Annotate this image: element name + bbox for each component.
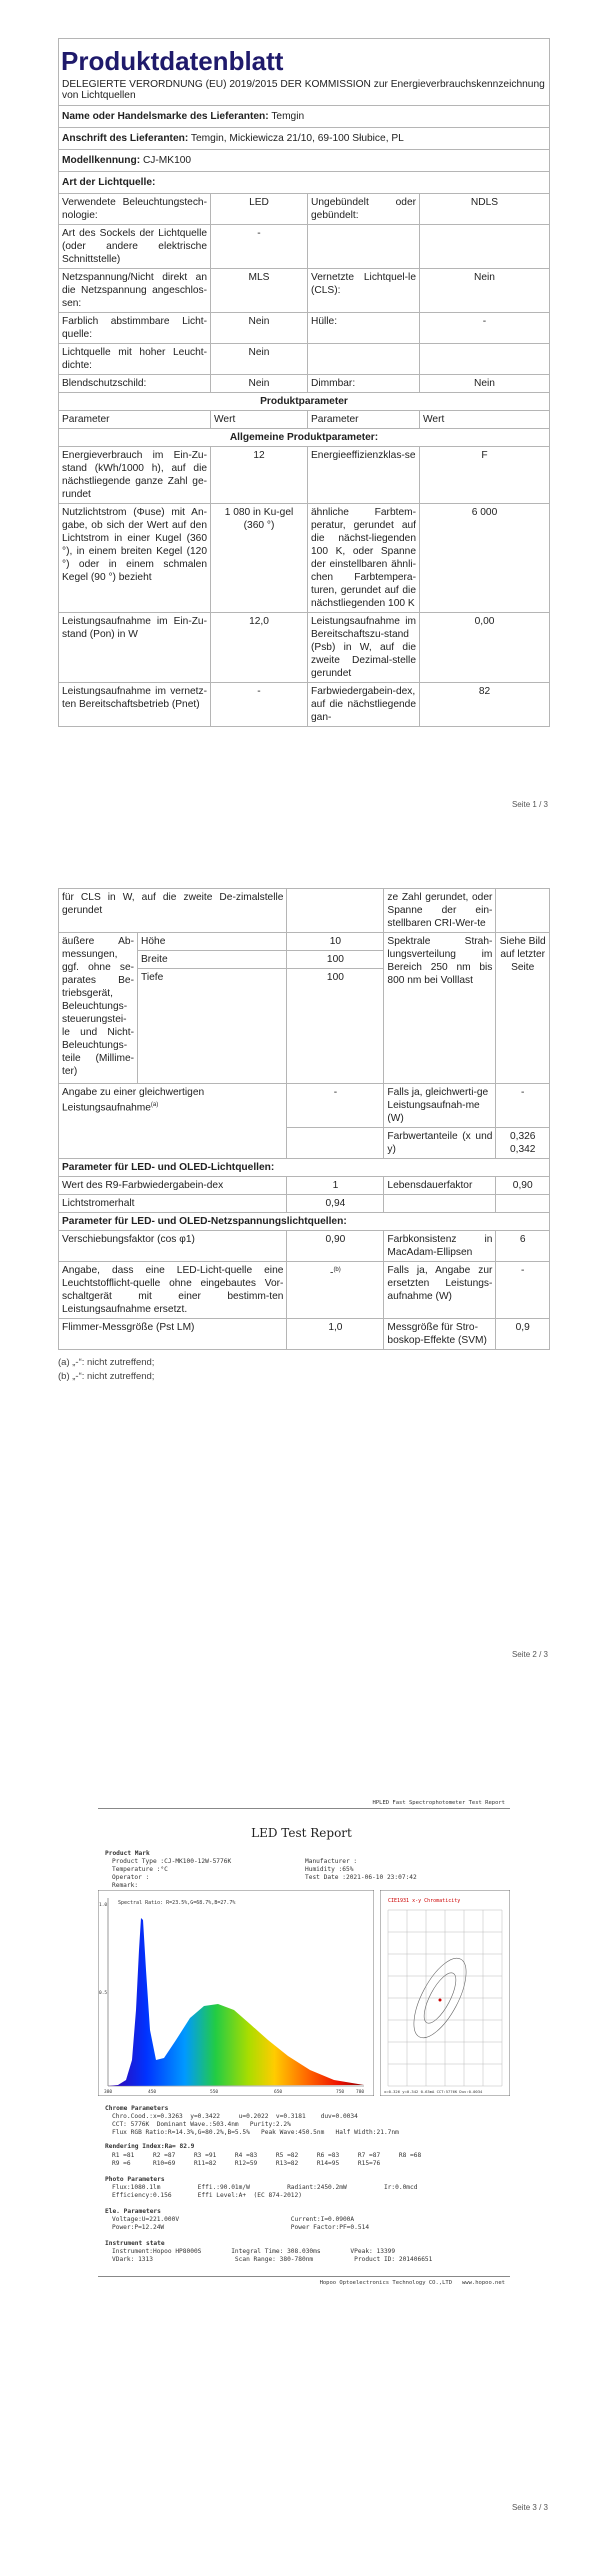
manufacturer: Manufacturer :	[305, 1858, 358, 1865]
footnotes	[58, 1356, 550, 1384]
light-type-label: Blendschutzschild:	[59, 375, 211, 393]
light-type-value-2: NDLS	[420, 194, 550, 225]
general-param-value: -	[211, 683, 308, 727]
instrument-line-1: Instrument:Hopoo HP8000S Integral Time: 308.030ms VPeak: 13399	[112, 2248, 396, 2255]
spectral-x-tick: 450	[148, 2090, 157, 2095]
cie-bottom-label: x=0.326 y=0.342 0.63mA CCT:5776K Duv:0.0034	[384, 2089, 483, 2094]
general-param-label: Leistungsaufnahme im Ein-Zu-stand (Pon) in W	[59, 613, 211, 683]
light-type-value-2: -	[420, 313, 550, 344]
general-param-row	[59, 613, 550, 683]
cie-chart-label: CIE1931 x-y Chromaticity	[388, 1898, 461, 1904]
replacement-value: -$^{(b)}$	[287, 1262, 384, 1319]
type-section-heading: Art der Lichtquelle:	[59, 172, 550, 194]
ele-parameters-heading: Ele. Parameters	[105, 2208, 161, 2215]
light-type-value: MLS	[211, 269, 308, 313]
light-type-label-2: Dimmbar:	[308, 375, 420, 393]
ele-line-2: Power:P=12.24W Power Factor:PF=0.514	[112, 2224, 370, 2231]
general-param-label-2: Farbwiedergabein-dex, auf die nächstliegende gan-	[308, 683, 420, 727]
chromaticity-point	[439, 1999, 442, 2002]
photo-parameters-heading: Photo Parameters	[105, 2176, 165, 2183]
displacement-factor-value: 0,90	[287, 1231, 384, 1262]
replaced-power-value: -	[496, 1262, 550, 1319]
rendering-line-2: R9 =6 R10=69 R11=82 R12=59 R13=82 R14=95 R15=76	[112, 2160, 381, 2167]
light-type-row	[59, 313, 550, 344]
supplier-address: Temgin, Mickiewicza 21/10, 69-100 Słubice, PL	[190, 133, 404, 144]
equivalent-power-w-value: -	[496, 1084, 550, 1128]
light-type-label: Netzspannung/Nicht direkt an die Netzspannung angeschlos-sen:	[59, 269, 211, 313]
general-param-label-2: Energieeffizienzklas-se	[308, 447, 420, 504]
light-type-label: Verwendete Beleuchtungstech-nologie:	[59, 194, 211, 225]
general-param-label-2: Leistungsaufnahme im Bereitschaftszu-stand (Psb) in W, auf die zweite Dezimal-stelle gerundet	[308, 613, 420, 683]
dimensions-label: äußere Ab-messungen, ggf. ohne se-parates Be-triebsgerät, Beleuchtungs-steuerungstei-le und Nicht-Beleuchtungs-teile (Millime-ter)	[59, 933, 138, 1084]
page-number: Seite 1 / 3	[511, 800, 548, 809]
report-footer: Hopoo Optoelectronics Technology CO.,LTD www.hopoo.net	[319, 2280, 505, 2286]
light-type-label-2: Hülle:	[308, 313, 420, 344]
general-param-value-2: 82	[420, 683, 550, 727]
page-number: Seite 3 / 3	[511, 2503, 548, 2512]
instrument-line-2: VDark: 1313 Scan Range: 380-780nm Product ID: 201406651	[112, 2256, 433, 2263]
spectral-x-tick: 780	[356, 2090, 365, 2095]
dim-width-label: Breite	[138, 951, 287, 969]
supplier-name: Temgin	[271, 111, 305, 122]
light-type-value: Nein	[211, 344, 308, 375]
equivalent-power-value: -	[287, 1084, 384, 1128]
parameter-header: Parameter	[59, 411, 211, 429]
displacement-factor-label: Verschiebungsfaktor (cos φ1)	[59, 1231, 287, 1262]
light-type-value: -	[211, 225, 308, 269]
lifetime-factor-value: 0,90	[496, 1177, 550, 1195]
chromaticity-value: 0,326 0,342	[496, 1128, 550, 1159]
spectral-x-tick: 650	[274, 2090, 283, 2095]
footnote-a: (a) „-“: nicht zutreffend;	[58, 1357, 155, 1368]
general-param-label-2: ähnliche Farbtem-peratur, gerundet auf die nächst-liegenden 100 K, oder Spanne der einstellbaren ähnli-chen Farbtempera-turen, gerundet auf die nächstliegenden 100 K	[308, 504, 420, 613]
general-parameter-rows	[59, 447, 550, 727]
light-type-label-2	[308, 344, 420, 375]
light-type-value: Nein	[211, 313, 308, 344]
light-type-label: Farblich abstimmbare Licht-quelle:	[59, 313, 211, 344]
macadam-value: 6	[496, 1231, 550, 1262]
report-header: HPLED Fast Spectrophotometer Test Report	[372, 1800, 505, 1806]
standby-continued-label: für CLS in W, auf die zweite De-zimalstelle gerundet	[59, 889, 287, 933]
produktparameter-heading: Produktparameter	[59, 393, 550, 411]
general-param-value-2: 0,00	[420, 613, 550, 683]
spectral-value: Siehe Bild auf letzter Seite	[496, 933, 550, 1084]
wert-header: Wert	[211, 411, 308, 429]
ele-line-1: Voltage:U=221.000V Current:I=0.0900A	[112, 2216, 355, 2223]
dim-width-value: 100	[287, 951, 384, 969]
flicker-label: Flimmer-Messgröße (Pst LM)	[59, 1319, 287, 1350]
general-param-value: 12	[211, 447, 308, 504]
spectral-y-tick: 1.0	[99, 1903, 108, 1908]
rendering-index-heading: Rendering Index:Ra= 82.9	[105, 2143, 195, 2150]
instrument-state-heading: Instrument state	[105, 2240, 165, 2247]
light-type-row	[59, 375, 550, 393]
light-type-row	[59, 194, 550, 225]
remark: Remark:	[112, 1882, 139, 1889]
r9-value: 1	[287, 1177, 384, 1195]
temperature: Temperature :°C	[112, 1866, 168, 1873]
light-type-value-2: Nein	[420, 375, 550, 393]
supplier-table	[58, 105, 550, 727]
equivalent-power-label: Angabe zu einer gleichwertigen Leistungsaufnahme$^{(a)}$	[59, 1084, 287, 1159]
chrome-line-1: Chro.Cood.:x=0.3263 y=0.3422 u=0.2022 v=0.3181 duv=0.0034	[112, 2113, 358, 2120]
model-label: Modellkennung:	[62, 155, 141, 166]
lifetime-factor-label: Lebensdauerfaktor	[384, 1177, 496, 1195]
page-title: Produktdatenblatt	[61, 46, 284, 76]
cie-chromaticity-chart	[380, 1890, 510, 2096]
page-1	[0, 0, 603, 850]
spectral-distribution-chart	[98, 1890, 374, 2096]
light-type-label-2: Vernetzte Lichtquel-le (CLS):	[308, 269, 420, 313]
equivalent-power-w-label: Falls ja, gleichwerti-ge Leistungsaufnah-me (W)	[384, 1084, 496, 1128]
supplier-address-label: Anschrift des Lieferanten:	[62, 133, 189, 144]
wert-header-2: Wert	[420, 411, 550, 429]
general-param-label: Nutzlichtstrom (Φuse) mit An-gabe, ob sich der Wert auf den Lichtstrom in einer Kugel (360 °), in einem breiten Kegel (120 °) oder in einem schmalen Kegel (90 °) bezieht	[59, 504, 211, 613]
mains-section-heading: Parameter für LED- und OLED-Netzspannungslichtquellen:	[59, 1213, 550, 1231]
model-id: CJ-MK100	[142, 155, 192, 166]
chrome-line-2: CCT: 5776K Dominant Wave.:503.4nm Purity:2.2%	[112, 2121, 291, 2128]
general-param-value-2: F	[420, 447, 550, 504]
photo-line-1: Flux:1080.1lm Effi.:90.01m/W Radiant:2450.2mW Ir:0.0mcd	[112, 2184, 418, 2191]
stroboscopic-value: 0,9	[496, 1319, 550, 1350]
light-type-value-2	[420, 225, 550, 269]
light-type-value-2: Nein	[420, 269, 550, 313]
spectral-label: Spektrale Strah-lungsverteilung im Bereich 250 nm bis 800 nm bei Volllast	[384, 933, 496, 1084]
light-type-value: LED	[211, 194, 308, 225]
replaced-power-label: Falls ja, Angabe zur ersetzten Leistungs-aufnahme (W)	[384, 1262, 496, 1319]
r9-label: Wert des R9-Farbwiedergabein-dex	[59, 1177, 287, 1195]
report-title: LED Test Report	[251, 1826, 352, 1840]
humidity: Humidity :65%	[305, 1866, 354, 1873]
spectral-y-tick: 0.5	[99, 1991, 108, 1996]
test-date: Test Date :2021-06-10 23:07:42	[305, 1874, 417, 1881]
lumen-maintenance-value: 0,94	[287, 1195, 384, 1213]
page-3-test-report	[0, 1700, 603, 2560]
chrome-parameters-heading: Chrome Parameters	[105, 2105, 169, 2112]
photo-line-2: Efficiency:0.156 Effi Level:A+ (EC 874-2012)	[112, 2192, 302, 2199]
light-type-row	[59, 344, 550, 375]
macadam-label: Farbkonsistenz in MacAdam-Ellipsen	[384, 1231, 496, 1262]
flicker-value: 1,0	[287, 1319, 384, 1350]
light-type-value-2	[420, 344, 550, 375]
general-param-value-2: 6 000	[420, 504, 550, 613]
light-type-label: Art des Sockels der Lichtquelle (oder andere elektrische Schnittstelle)	[59, 225, 211, 269]
footer-rule	[98, 2276, 510, 2277]
regulation-intro: DELEGIERTE VERORDNUNG (EU) 2019/2015 DER KOMMISSION zur Energieverbrauchskennzeichnung von Lichtquellen	[62, 79, 545, 101]
stroboscopic-label: Messgröße für Stro-boskop-Effekte (SVM)	[384, 1319, 496, 1350]
parameter-header-2: Parameter	[308, 411, 420, 429]
light-type-row	[59, 225, 550, 269]
general-param-label: Energieverbrauch im Ein-Zu-stand (kWh/1000 h), auf die nächstliegende ganze Zahl ge-rundet	[59, 447, 211, 504]
replacement-label: Angabe, dass eine LED-Licht-quelle eine Leuchtstofflicht-quelle ohne eingebautes Vor-schaltgerät mit einer bestimm-ten Leistungsaufnahme ersetzt.	[59, 1262, 287, 1319]
datasheet-page-1	[58, 38, 550, 727]
light-type-label-2	[308, 225, 420, 269]
spectral-x-tick: 380	[104, 2090, 113, 2095]
light-type-row	[59, 269, 550, 313]
general-param-value: 12,0	[211, 613, 308, 683]
page-2	[0, 850, 603, 1700]
dim-height-value: 10	[287, 933, 384, 951]
parameters-continued-table	[58, 888, 550, 1350]
supplier-name-label: Name oder Handelsmarke des Lieferanten:	[62, 111, 269, 122]
datasheet-page-2	[58, 888, 550, 1384]
led-section-heading: Parameter für LED- und OLED-Lichtquellen:	[59, 1159, 550, 1177]
spectral-x-tick: 750	[336, 2090, 345, 2095]
product-type: Product Type :CJ-MK100-12W-5776K	[112, 1858, 232, 1865]
allgemeine-heading: Allgemeine Produktparameter:	[59, 429, 550, 447]
light-type-label: Lichtquelle mit hoher Leucht-dichte:	[59, 344, 211, 375]
general-param-row	[59, 447, 550, 504]
footnote-b: (b) „-“: nicht zutreffend;	[58, 1371, 155, 1382]
general-param-row	[59, 683, 550, 727]
page-number: Seite 2 / 3	[511, 1650, 548, 1659]
general-param-value: 1 080 in Ku-gel (360 °)	[211, 504, 308, 613]
dim-depth-label: Tiefe	[138, 969, 287, 1084]
cri-continued-label: ze Zahl gerundet, oder Spanne der ein-stellbaren CRI-Wer-te	[384, 889, 496, 933]
header-rule	[98, 1808, 510, 1809]
chromaticity-label: Farbwertanteile (x und y)	[384, 1128, 496, 1159]
rendering-line-1: R1 =81 R2 =87 R3 =91 R4 =83 R5 =82 R6 =83 R7 =87 R8 =68	[112, 2152, 422, 2159]
general-param-label: Leistungsaufnahme im vernetz-ten Bereitschaftsbetrieb (Pnet)	[59, 683, 211, 727]
operator: Operator :	[112, 1874, 150, 1881]
spectral-ratio-label: Spectral Ratio: R=23.5%,G=68.7%,B=27.7%	[118, 1900, 236, 1906]
dim-height-label: Höhe	[138, 933, 287, 951]
light-source-type-rows	[59, 194, 550, 393]
dim-depth-value: 100	[287, 969, 384, 1084]
light-type-label-2: Ungebündelt oder gebündelt:	[308, 194, 420, 225]
chrome-line-3: Flux RGB Ratio:R=14.3%,G=80.2%,B=5.5% Peak Wave:450.5nm Half Width:21.7nm	[112, 2129, 399, 2136]
general-param-row	[59, 504, 550, 613]
lumen-maintenance-label: Lichtstromerhalt	[59, 1195, 287, 1213]
product-mark-heading: Product Mark	[105, 1850, 150, 1857]
spectral-x-tick: 550	[210, 2090, 219, 2095]
light-type-value: Nein	[211, 375, 308, 393]
